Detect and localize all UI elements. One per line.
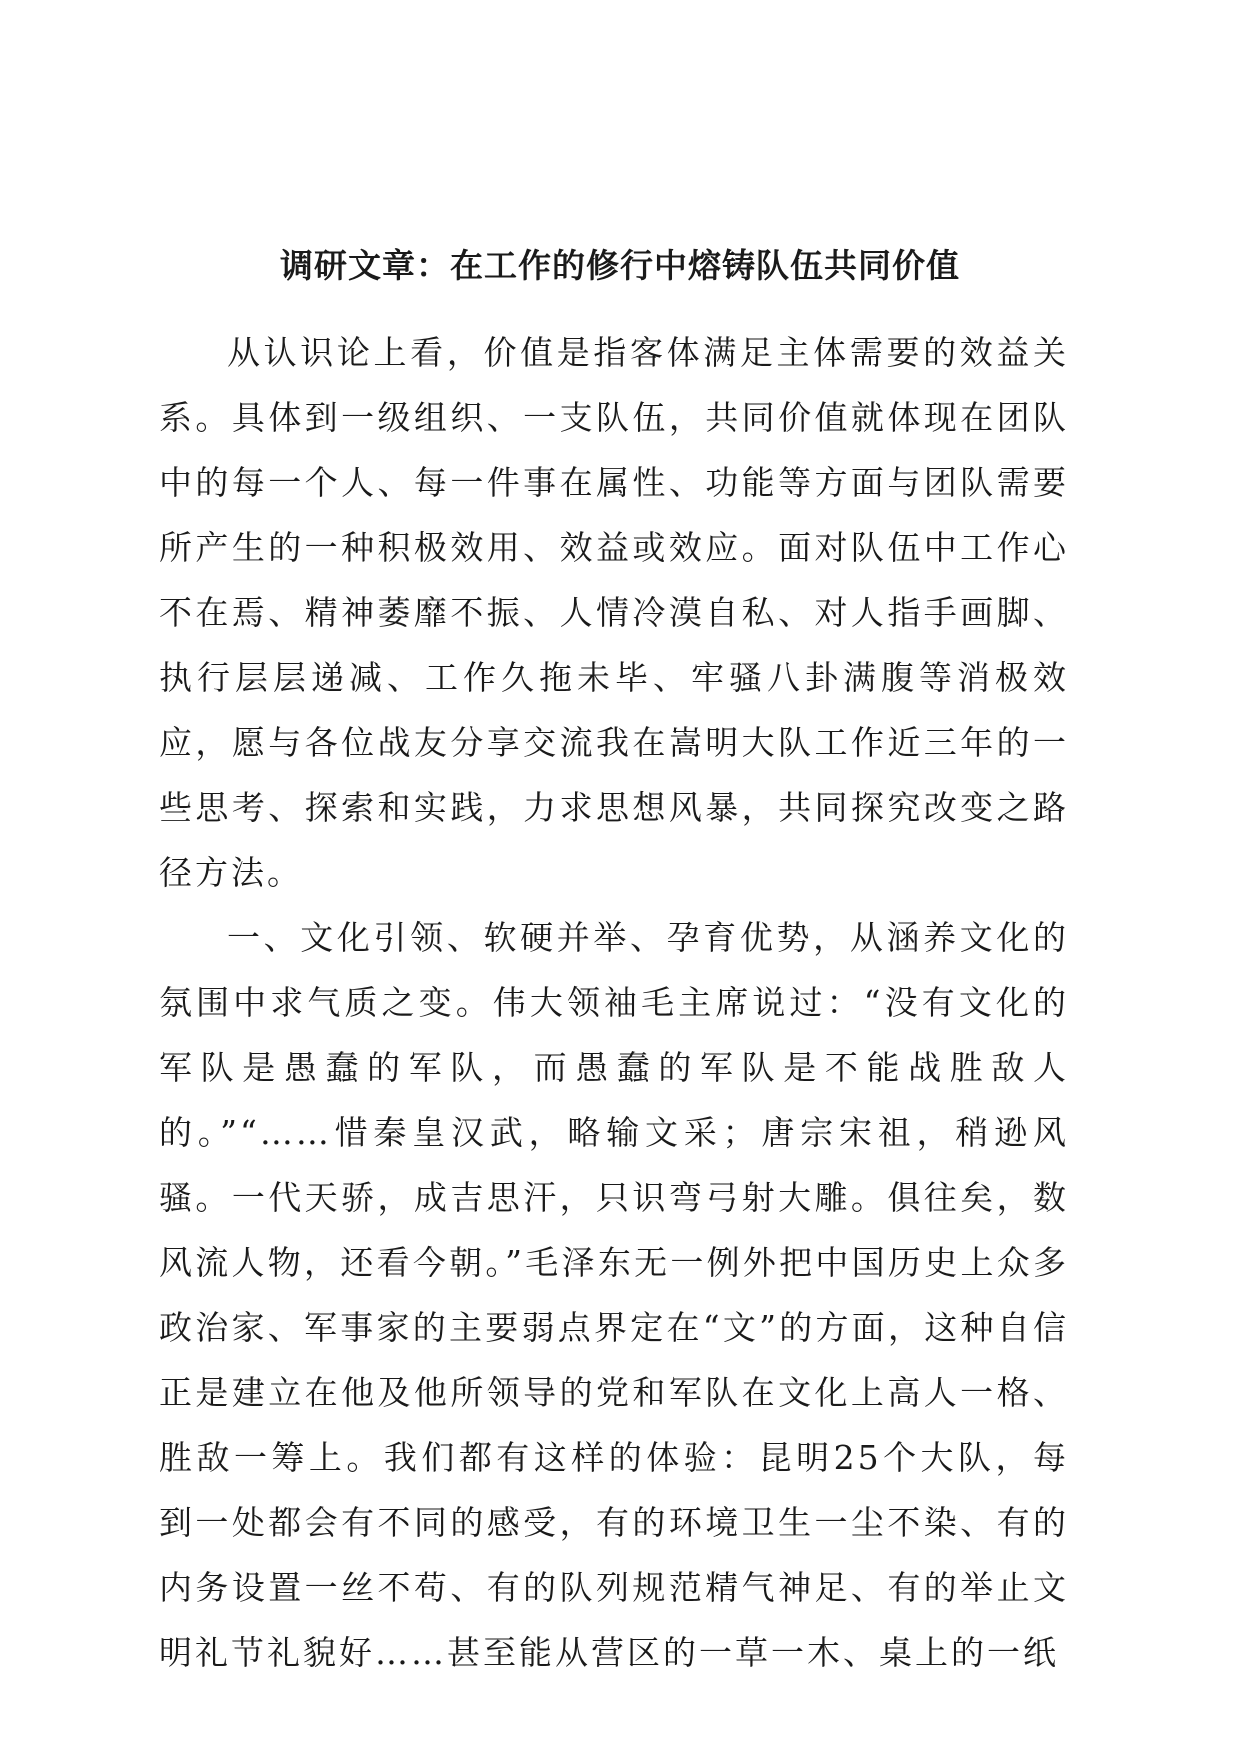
document-title: 调研文章：在工作的修行中熔铸队伍共同价值 — [280, 246, 960, 286]
document-body — [159, 320, 1069, 1685]
paragraph-section-one: 一、文化引领、软硬并举、孕育优势，从涵养文化的氛围中求气质之变。伟大领袖毛主席说过：“没有文化的军队是愚蠢的军队，而愚蠢的军队是不能战胜敌人的。”“……惜秦皇汉武，略输文采；唐宗宋祖，稍逊风骚。一代天骄，成吉思汗，只识弯弓射大雕。俱往矣，数风流人物，还看今朝。”毛泽东无一例外把中国历史上众多政治家、军事家的主要弱点界定在“文”的方面，这种自信正是建立在他及他所领导的党和军队在文化上高人一格、胜敌一筹上。我们都有这样的体验：昆明25个大队，每到一处都会有不同的感受，有的环境卫生一尘不染、有的内务设置一丝不苟、有的队列规范精气神足、有的举止文明礼节礼貌好……甚至能从营区的一草一木、桌上的一纸 — [159, 918, 1069, 1672]
paragraph-intro: 从认识论上看，价值是指客体满足主体需要的效益关系。具体到一级组织、一支队伍，共同价值就体现在团队中的每一个人、每一件事在属性、功能等方面与团队需要所产生的一种积极效用、效益或效应。面对队伍中工作心不在焉、精神萎靡不振、人情冷漠自私、对人指手画脚、执行层层递减、工作久拖未毕、牢骚八卦满腹等消极效应，愿与各位战友分享交流我在嵩明大队工作近三年的一些思考、探索和实践，力求思想风暴，共同探究改变之路径方法。 — [159, 333, 1069, 892]
